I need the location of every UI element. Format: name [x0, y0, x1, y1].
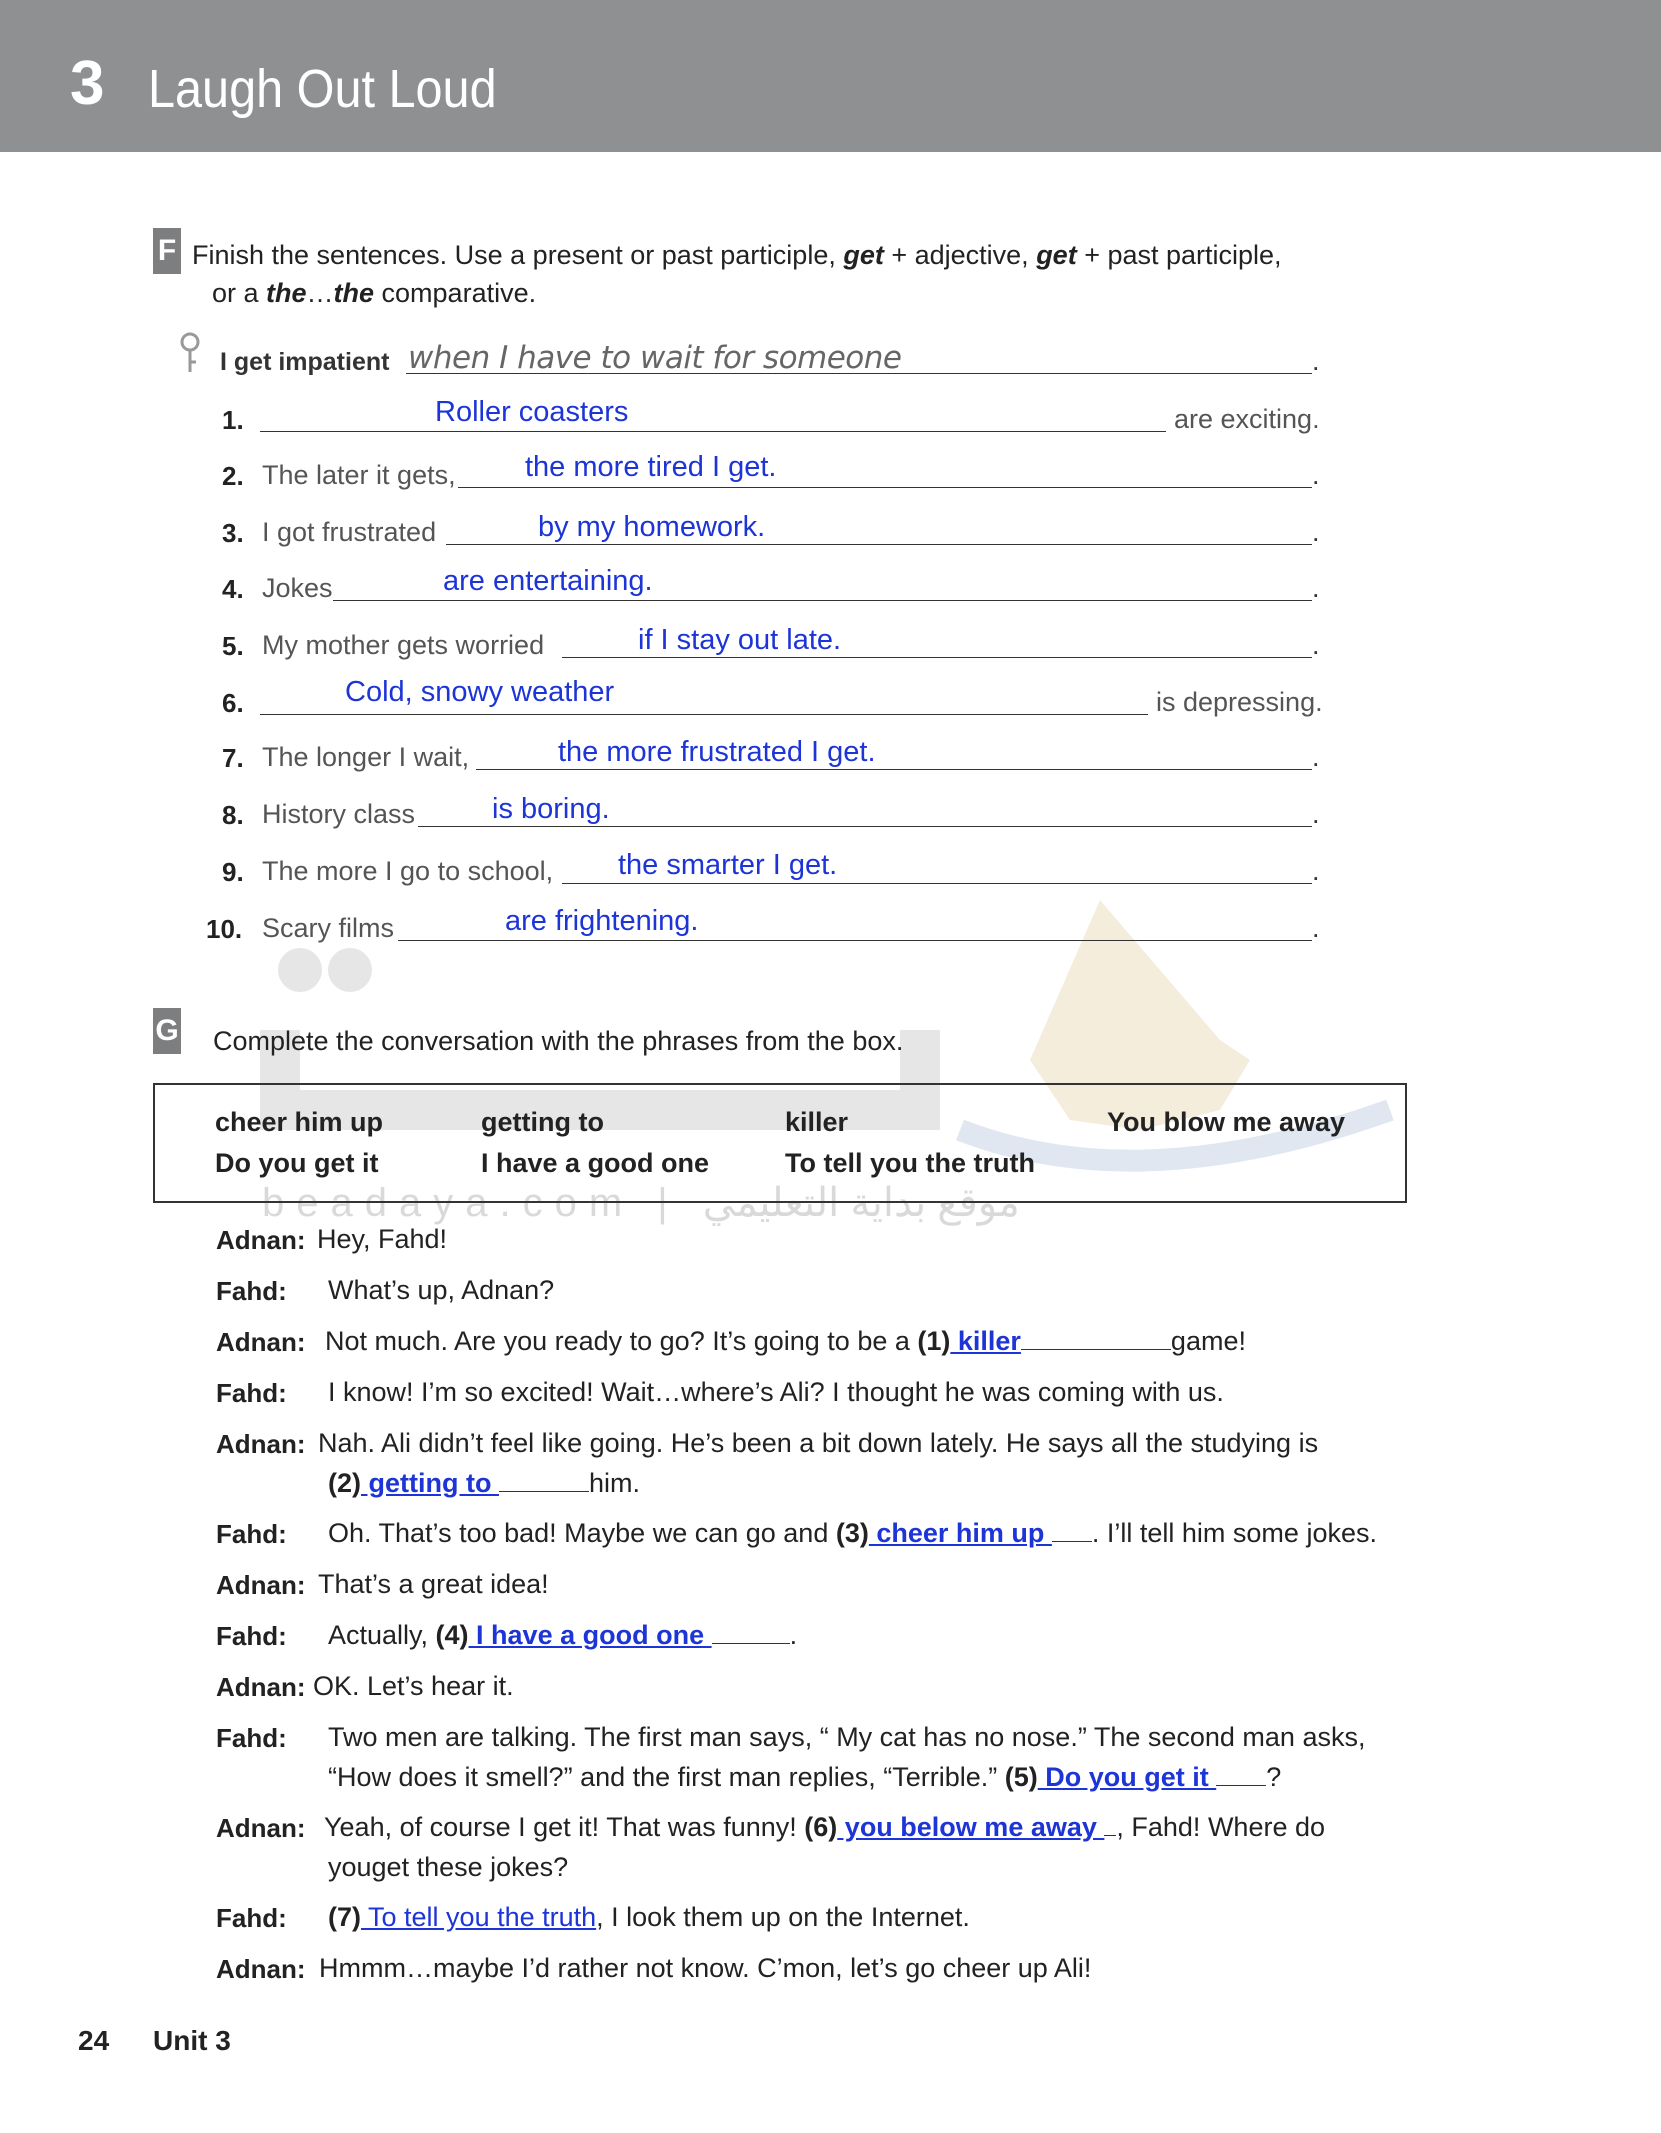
phrase-i-have-a-good-one: I have a good one: [481, 1148, 710, 1178]
unit-title: Laugh Out Loud: [148, 59, 497, 119]
g-answer-5: Do you get it: [1037, 1762, 1217, 1792]
g-answer-7: To tell you the truth: [361, 1902, 597, 1932]
f-answer-7: the more frustrated I get.: [558, 736, 876, 768]
phrase-getting-to: getting to: [481, 1107, 604, 1137]
f-answer-8: is boring.: [492, 793, 610, 825]
f-answer-2: the more tired I get.: [525, 451, 777, 483]
g-answer-3: cheer him up: [868, 1518, 1052, 1548]
watermark-separator: |: [657, 1181, 680, 1225]
watermark-latin: beadaya.com: [262, 1181, 635, 1225]
g-answer-4: I have a good one: [468, 1620, 712, 1650]
section-f-instruction: Finish the sentences. Use a present or past participle, get + adjective, get + past participle, or a the…the comparative.: [192, 240, 1282, 308]
page-number: 24: [78, 2025, 110, 2056]
f-answer-6: Cold, snowy weather: [345, 676, 615, 708]
unit-number: 3: [70, 49, 105, 118]
f-answer-4: are entertaining.: [443, 565, 653, 597]
phrase-do-you-get-it: Do you get it: [215, 1148, 379, 1178]
section-f-badge: F: [153, 228, 181, 274]
f-answer-5: if I stay out late.: [638, 624, 842, 656]
unit-label: Unit 3: [153, 2025, 231, 2056]
unit-header: [0, 0, 1661, 152]
g-answer-6: you below me away: [837, 1812, 1105, 1842]
section-g-instruction: Complete the conversation with the phrases from the box.: [213, 1026, 904, 1056]
phrase-cheer-him-up: cheer him up: [215, 1107, 384, 1137]
example-period: .: [1312, 346, 1320, 376]
f-answer-10: are frightening.: [505, 905, 699, 937]
phrase-box: [153, 1083, 1407, 1203]
f-answer-9: the smarter I get.: [618, 849, 838, 881]
example-prompt: I get impatient: [220, 348, 390, 376]
phrase-you-blow-me-away: You blow me away: [1107, 1107, 1346, 1137]
g-answer-1: killer: [950, 1326, 1021, 1356]
f-answer-3: by my homework.: [538, 511, 766, 543]
section-g-badge: G: [153, 1008, 181, 1054]
example-answer: when I have to wait for someone: [408, 340, 902, 376]
f-answer-1: Roller coasters: [435, 396, 629, 428]
example-key-icon: [178, 332, 202, 376]
g-answer-2: getting to: [361, 1468, 499, 1498]
watermark-arabic: موقع بداية التعليمي: [702, 1181, 1020, 1225]
phrase-killer: killer: [785, 1107, 849, 1137]
phrase-to-tell-you-the-truth: To tell you the truth: [785, 1148, 1035, 1178]
